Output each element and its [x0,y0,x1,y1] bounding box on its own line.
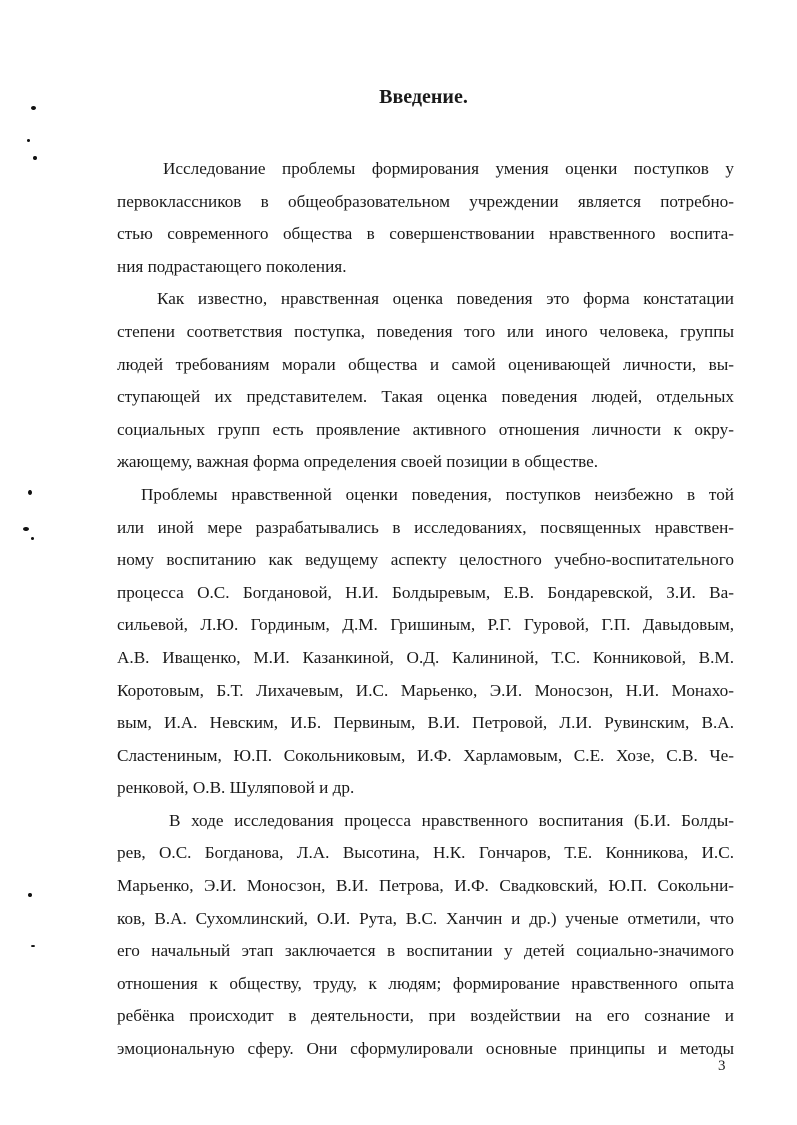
paragraph-3-line-6: А.В. Иващенко, М.И. Казанкиной, О.Д. Калининой, Т.С. Конниковой, В.М. [117,647,734,667]
scan-speck [33,156,37,160]
paragraph-3-line-8: вым, И.А. Невским, И.Б. Первиным, В.И. Петровой, Л.И. Рувинским, В.А. [117,713,734,733]
paragraph-4-line-2: рев, О.С. Богданова, Л.А. Высотина, Н.К. Гончаров, Т.Е. Конникова, И.С. [117,843,734,863]
page-number: 3 [718,1058,726,1074]
paragraph-2-line-4: ступающей их представителем. Такая оценка поведения людей, отдельных [117,387,734,407]
scan-speck [31,106,36,110]
scan-speck [28,893,32,897]
paragraph-2-line-1: Как известно, нравственная оценка поведения это форма констатации [157,289,734,309]
scan-speck [23,527,29,531]
scan-speck [28,490,32,495]
paragraph-4-line-8: эмоциональную сферу. Они сформулировали основные принципы и методы [117,1039,734,1059]
body-text [117,153,734,1066]
paragraph-1-line-3: стью современного общества в совершенствовании нравственного воспита- [117,224,734,244]
scan-speck [27,139,30,142]
paragraph-3-line-1: Проблемы нравственной оценки поведения, поступков неизбежно в той [141,484,734,504]
paragraph-2-line-6: жающему, важная форма определения своей позиции в обществе. [117,452,599,472]
paragraph-1-line-4: ния подрастающего поколения. [117,256,347,276]
scan-speck [31,537,34,540]
paragraph-3-line-7: Коротовым, Б.Т. Лихачевым, И.С. Марьенко, Э.И. Моносзон, Н.И. Монахо- [117,680,734,700]
paragraph-4-line-6: отношения к обществу, труду, к людям; формирование нравственного опыта [117,973,734,993]
paragraph-3-line-2: или иной мере разрабатывались в исследованиях, посвященных нравствен- [117,517,734,537]
paragraph-2-line-5: социальных групп есть проявление активного отношения личности к окру- [117,419,734,439]
paragraph-4-line-5: его начальный этап заключается в воспитании у детей социально-значимого [117,941,734,961]
paragraph-4-line-4: ков, В.А. Сухомлинский, О.И. Рута, В.С. Ханчин и др.) ученые отметили, что [117,908,734,928]
paragraph-4-line-7: ребёнка происходит в деятельности, при воздействии на его сознание и [117,1006,734,1026]
paragraph-3-line-10: ренковой, О.В. Шуляповой и др. [117,778,355,798]
paragraph-1-line-1: Исследование проблемы формирования умения оценки поступков у [163,159,734,178]
paragraph-3-line-5: сильевой, Л.Ю. Гординым, Д.М. Гришиным, Р.Г. Гуровой, Г.П. Давыдовым, [117,615,734,635]
paragraph-2-line-3: людей требованиям морали общества и самой оценивающей личности, вы- [117,354,734,374]
paragraph-2-line-2: степени соответствия поступка, поведения того или иного человека, группы [117,321,734,341]
paragraph-1-line-2: первоклассников в общеобразовательном учреждении является потребно- [117,191,734,211]
paragraph-3-line-3: ному воспитанию как ведущему аспекту целостного учебно-воспитательного [117,550,734,570]
paragraph-4-line-3: Марьенко, Э.И. Моносзон, В.И. Петрова, И.Ф. Свадковский, Ю.П. Сокольни- [117,876,734,896]
scan-speck [31,945,35,947]
paragraph-3-line-4: процесса О.С. Богдановой, Н.И. Болдыревым, Е.В. Бондаревской, З.И. Ва- [117,582,734,602]
page-title: Введение. [379,86,468,108]
paragraph-3-line-9: Сластениным, Ю.П. Сокольниковым, И.Ф. Харламовым, С.Е. Хозе, С.В. Че- [117,745,734,765]
paragraph-4-line-1: В ходе исследования процесса нравственного воспитания (Б.И. Болды- [169,810,734,830]
